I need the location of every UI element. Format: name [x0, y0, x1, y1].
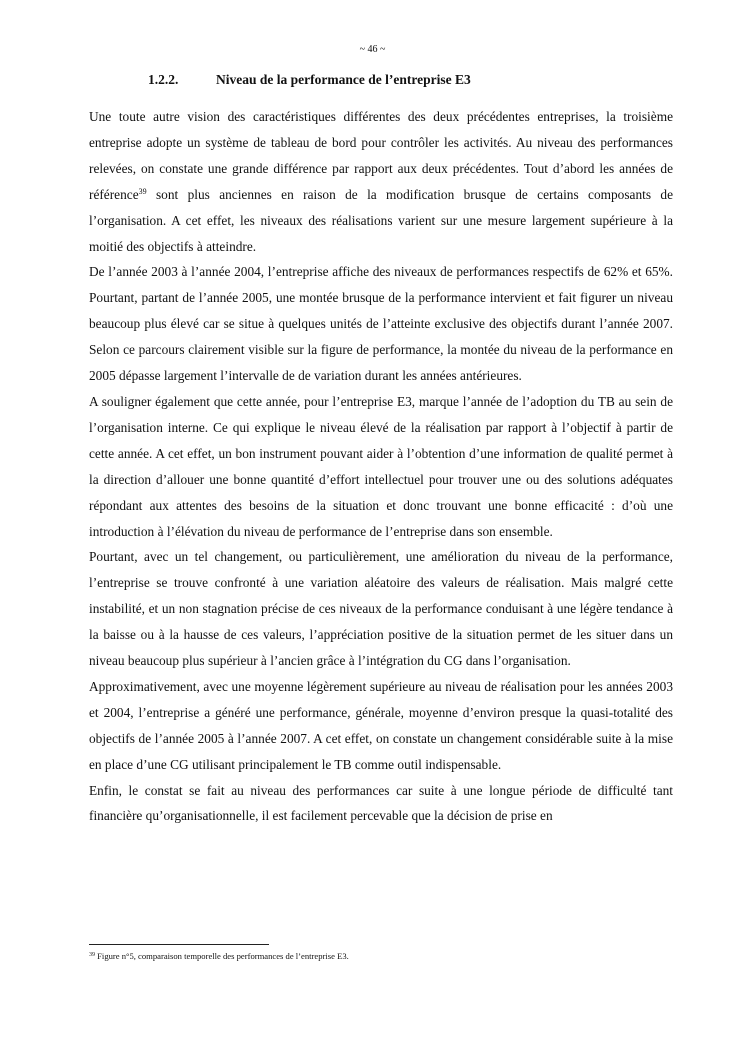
- page-number: ~ 46 ~: [359, 44, 386, 55]
- paragraph-2: De l’année 2003 à l’année 2004, l’entreprise affiche des niveaux de performances respectifs de 62% et 65%. Pourtant, partant de l’année 2005, une montée brusque de la performance intervient et fait figurer un niveau beaucoup plus élevé car se situe à quelques unités de l’atteinte exclusive des objectifs durant l’année 2007. Selon ce parcours clairement visible sur la figure de performance, la montée du niveau de la performance en 2005 dépasse largement l’intervalle de de variation durant les années antérieures.: [89, 264, 673, 384]
- paragraph-1: [89, 104, 673, 259]
- paragraph-3: A souligner également que cette année, pour l’entreprise E3, marque l’année de l’adoption du TB au sein de l’organisation interne. Ce qui explique le niveau élevé de la réalisation par rapport à l’objectif à partir de cette année. A cet effet, un bon instrument pouvant aider à l’obtention d’une information de qualité permet à la direction d’allouer une bonne quantité d’effort intellectuel pour trouver une ou des solutions adéquates répondant aux attentes des besoins de la situation et donc trouvant une bonne efficacité : d’où une introduction à l’élévation du niveau de performance de l’entreprise dans son ensemble.: [89, 393, 673, 539]
- footnote-divider: [89, 944, 269, 945]
- section-heading: [148, 72, 471, 88]
- footnote-number: 39: [89, 952, 95, 958]
- section-number: 1.2.2.: [148, 72, 179, 87]
- footnote-reference[interactable]: 39: [138, 186, 147, 196]
- section-title: Niveau de la performance de l’entreprise E3: [216, 72, 471, 87]
- paragraph-6: Enfin, le constat se fait au niveau des performances car suite à une longue période de difficulté tant financière qu’organisationnelle, il est facilement percevable que la décision de prise en: [89, 782, 673, 824]
- footnote-text: Figure n°5, comparaison temporelle des performances de l’entreprise E3.: [95, 951, 349, 961]
- body-text: [89, 104, 673, 829]
- paragraph-5: Approximativement, avec une moyenne légèrement supérieure au niveau de réalisation pour les années 2003 et 2004, l’entreprise a généré une performance, générale, moyenne d’environ presque la quasi-totalité des objectifs de l’année 2005 à l’année 2007. A cet effet, on constate un changement considérable suite à la mise en place d’une CG utilisant principalement le TB comme outil indispensable.: [89, 678, 673, 772]
- footnote: [89, 951, 349, 961]
- paragraph-1-text-start: Une toute autre vision des caractéristiques différentes des deux précédentes entreprises, la troisième entreprise adopte un système de tableau de bord pour contrôler les activités. Au niveau des performances relevées, on constate une grande différence par rapport aux deux précédentes. Tout d’abord les années de référence: [89, 109, 673, 202]
- paragraph-1-text-end: sont plus anciennes en raison de la modification brusque de certains composants de l’organisation. A cet effet, les niveaux des réalisations varient sur une mesure largement supérieure à la moitié des objectifs à atteindre.: [89, 186, 673, 254]
- paragraph-4: Pourtant, avec un tel changement, ou particulièrement, une amélioration du niveau de la performance, l’entreprise se trouve confronté à une variation aléatoire des valeurs de réalisation. Mais malgré cette instabilité, et un non stagnation précise de ces niveaux de la performance conduisant à une légère tendance à la baisse ou à la hausse de ces valeurs, l’appréciation positive de la situation permet de les situer dans un niveau beaucoup plus supérieur à l’ancien grâce à l’intégration du CG dans l’organisation.: [89, 549, 673, 669]
